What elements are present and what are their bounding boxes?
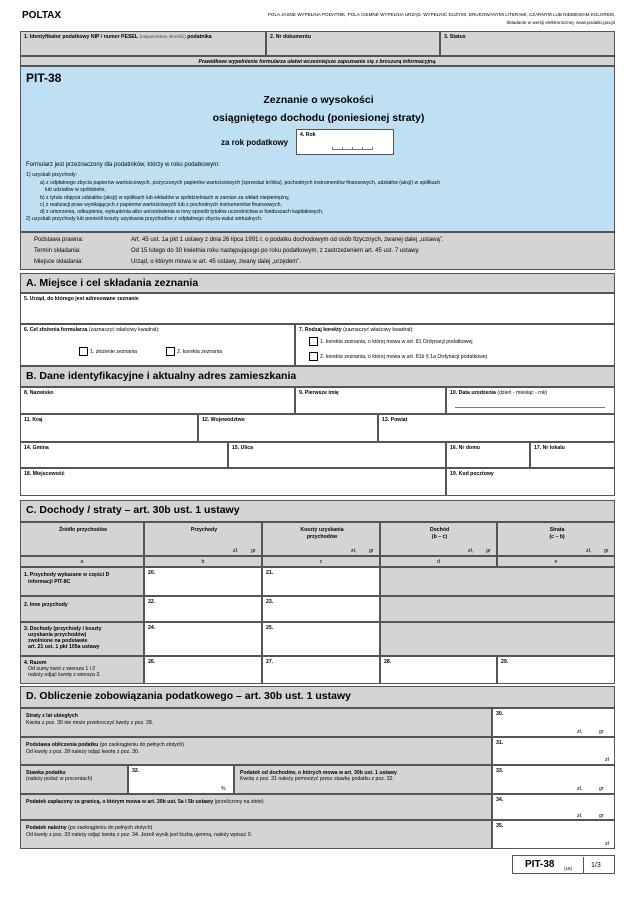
losses-label: Straty z lat ubiegłych bbox=[26, 713, 78, 719]
col-letter: d bbox=[380, 556, 497, 567]
brand-name: POLTAX bbox=[22, 10, 62, 21]
county-label: 13. Powiat bbox=[382, 417, 408, 423]
losses-note: Kwota z poz. 30 nie może przekroczyć kwoty z poz. 28. bbox=[26, 720, 154, 726]
basis-label: Podstawa prawna: bbox=[34, 237, 84, 243]
section-a-header: A. Miejsce i cel składania zeznania bbox=[20, 273, 615, 293]
status-field[interactable] bbox=[440, 31, 615, 56]
country-field[interactable] bbox=[20, 414, 198, 442]
col-source-label: Źródło przychodów bbox=[59, 527, 107, 533]
form-item-1b: b) z tytułu objęcia udziałów (akcji) w spółkach lub wkładów w spółdzielniach w zamian za wkład niepieniężny, bbox=[40, 195, 290, 201]
field-number: 35. bbox=[496, 823, 504, 829]
footer-form-code: PIT-38 bbox=[525, 859, 555, 870]
currency-zl: zł, bbox=[468, 548, 474, 554]
row-label bbox=[20, 596, 144, 622]
legal-info-box bbox=[20, 232, 615, 270]
field-number: 31. bbox=[496, 740, 504, 746]
amount-field-22[interactable] bbox=[144, 596, 262, 622]
first-name-field[interactable] bbox=[295, 387, 446, 414]
surname-field[interactable] bbox=[20, 387, 295, 414]
form-item-1c: c) z realizacji praw wynikających z papierów wartościowych lub z pochodnych instrumentów finansowych, bbox=[40, 202, 282, 208]
percent-sign: % bbox=[221, 786, 226, 792]
amount-field-20[interactable] bbox=[144, 567, 262, 596]
footer-divider bbox=[583, 857, 584, 874]
tax-office-label: 5. Urząd, do którego jest adresowane zeznanie bbox=[24, 296, 139, 302]
row-label bbox=[20, 708, 492, 737]
section-c-header: C. Dochody / straty – art. 30b ust. 1 ustawy bbox=[20, 500, 615, 522]
col-letter: a bbox=[20, 556, 144, 567]
tax-amount-note: Kwotę z poz. 31 należy pomnożyć przez stawkę podatku z poz. 32. bbox=[240, 776, 394, 782]
amount-field-34[interactable] bbox=[492, 794, 615, 820]
currency-gr: gr bbox=[599, 786, 604, 792]
document-number-field[interactable] bbox=[266, 31, 440, 56]
year-tick bbox=[342, 147, 343, 150]
correction-option-1-label: 1. korekta zeznania, o której mowa w art. 81 Ordynacji podatkowej bbox=[320, 338, 473, 345]
form-item-1d: d) z umorzenia, odkupienia, wykupienia albo unicestwienia w inny sposób tytułów uczestnictwa w funduszach kapitałowych, bbox=[40, 209, 324, 215]
purpose-label: 6. Cel złożenia formularza bbox=[24, 327, 88, 333]
year-prefix: za rok podatkowy bbox=[221, 138, 289, 147]
municipality-label: 14. Gmina bbox=[24, 445, 49, 451]
row-label bbox=[20, 765, 128, 794]
birth-date-field[interactable] bbox=[446, 387, 615, 414]
year-tick bbox=[372, 147, 373, 150]
correction-option-1[interactable] bbox=[309, 337, 473, 346]
col-letter: e bbox=[497, 556, 615, 567]
row4-label-1: 4. Razem bbox=[24, 660, 47, 666]
correction-label: 7. Rodzaj korekty bbox=[299, 327, 342, 333]
currency-gr: gr bbox=[599, 729, 604, 735]
street-field[interactable] bbox=[228, 442, 446, 468]
empty-shaded bbox=[380, 567, 615, 596]
field-number: 20. bbox=[148, 570, 156, 576]
tax-rate-note: (należy podać w procentach) bbox=[26, 776, 93, 782]
nip-field[interactable] bbox=[20, 31, 266, 56]
correction-option-2[interactable] bbox=[309, 352, 487, 361]
row-label bbox=[234, 765, 492, 794]
status-label: 3. Status bbox=[444, 34, 466, 40]
field-number: 30. bbox=[496, 711, 504, 717]
empty-shaded bbox=[380, 596, 615, 622]
checkbox[interactable] bbox=[309, 352, 318, 361]
currency-zl: zł, bbox=[577, 729, 583, 735]
apartment-number-field[interactable] bbox=[530, 442, 615, 468]
row-label bbox=[20, 567, 144, 596]
tax-base-instructions: Od kwoty z poz. 28 należy odjąć kwotę z poz. 30. bbox=[26, 749, 140, 755]
form-title-line2: osiągniętego dochodu (poniesionej straty) bbox=[212, 112, 425, 124]
amount-field-26[interactable] bbox=[144, 656, 262, 684]
form-item-1a-cont: lub udziałów w spółdzielni, bbox=[45, 187, 106, 193]
form-title-box bbox=[20, 66, 615, 232]
amount-field-35[interactable] bbox=[492, 820, 615, 849]
col-profit-header bbox=[380, 522, 497, 556]
tax-base-note: (po zaokrągleniu do pełnych złotych) bbox=[99, 742, 185, 748]
purpose-note: (zaznaczyć właściwy kwadrat): bbox=[88, 327, 160, 333]
footer-page-number: 1/3 bbox=[591, 862, 601, 869]
city-label: 18. Miejscowość bbox=[24, 471, 65, 477]
field-number: 26. bbox=[148, 659, 156, 665]
checkbox[interactable] bbox=[309, 337, 318, 346]
apartment-number-label: 17. Nr lokalu bbox=[534, 445, 565, 451]
tax-rate-field-32[interactable] bbox=[128, 765, 234, 794]
form-title-line1: Zeznanie o wysokości bbox=[263, 94, 374, 106]
amount-field-21[interactable] bbox=[262, 567, 380, 596]
amount-field-28[interactable] bbox=[380, 656, 497, 684]
field-number: 27. bbox=[266, 659, 274, 665]
footer-code-box bbox=[512, 855, 615, 874]
row1-label-2: informacji PIT-8C bbox=[28, 579, 71, 585]
amount-field-30[interactable] bbox=[492, 708, 615, 737]
postal-code-label: 19. Kod pocztowy bbox=[450, 471, 494, 477]
field-number: 21. bbox=[266, 570, 274, 576]
deadline-label: Termin składania: bbox=[34, 248, 81, 254]
currency-zl: zł, bbox=[577, 786, 583, 792]
form-item-1a: a) z odpłatnego zbycia papierów wartościowych, pożyczonych papierów wartościowych (sprzedaż krótka), pochodnych instrumentów finansowych, udziałów (akcji) w spółkach bbox=[40, 180, 441, 186]
nip-label: 1. Identyfikator podatkowy NIP / numer PESEL bbox=[24, 34, 139, 40]
checkbox[interactable] bbox=[79, 347, 88, 356]
birth-date-line bbox=[455, 407, 605, 408]
currency-gr: gr bbox=[486, 548, 491, 554]
currency-zl: zł bbox=[605, 757, 609, 763]
purpose-option-2[interactable] bbox=[166, 347, 222, 356]
col-loss-header bbox=[497, 522, 615, 556]
field-number: 25. bbox=[266, 625, 274, 631]
correction-note: (zaznaczyć właściwy kwadrat): bbox=[343, 327, 414, 333]
birth-date-note: (dzień - miesiąc - rok) bbox=[497, 390, 548, 396]
province-label: 12. Województwo bbox=[202, 417, 245, 423]
row3-label-2: uzyskania przychodów) bbox=[28, 632, 87, 638]
birth-date-label: 10. Data urodzenia bbox=[450, 390, 496, 396]
col-letter: c bbox=[262, 556, 380, 567]
year-field[interactable] bbox=[296, 129, 394, 155]
year-label: 4. Rok bbox=[300, 132, 316, 138]
row-label bbox=[20, 656, 144, 684]
first-name-label: 9. Pierwsze imię bbox=[299, 390, 339, 396]
form-item-2: 2) uzyskali przychody lub ponieśli koszty uzyskania przychodów z odpłatnego zbycia walut wirtualnych. bbox=[26, 216, 263, 222]
col-loss-label-2: (c – b) bbox=[549, 534, 565, 540]
tax-rate-label: Stawka podatku bbox=[26, 770, 66, 776]
amount-field-33[interactable] bbox=[492, 765, 615, 794]
basis-text: Art. 45 ust. 1a pkt 1 ustawy z dnia 26 lipca 1991 r. o podatku dochodowym od osób fizycznych, zwanej dalej „ustawą”. bbox=[131, 237, 444, 243]
row-label bbox=[20, 622, 144, 656]
row-label bbox=[20, 820, 492, 849]
row3-label-3: zwolnione na podstawie bbox=[28, 638, 88, 644]
footer-form-version: (18) bbox=[564, 866, 573, 871]
province-field[interactable] bbox=[198, 414, 378, 442]
street-label: 15. Ulica bbox=[232, 445, 254, 451]
tax-amount-label: Podatek od dochodów, o których mowa w art. 30b ust. 1 ustawy bbox=[240, 770, 397, 776]
place-text: Urząd, o którym mowa w art. 45 ustawy, zwany dalej „urzędem”. bbox=[131, 259, 301, 265]
doc-label: 2. Nr dokumentu bbox=[270, 34, 311, 40]
amount-field-24[interactable] bbox=[144, 622, 262, 656]
section-d-header: D. Obliczenie zobowiązania podatkowego – art. 30b ust. 1 ustawy bbox=[20, 686, 615, 708]
form-intro: Formularz jest przeznaczony dla podatników, którzy w roku podatkowym: bbox=[26, 162, 220, 168]
form-code: PIT-38 bbox=[26, 71, 62, 85]
country-label: 11. Kraj bbox=[24, 417, 43, 423]
field-number: 33. bbox=[496, 768, 504, 774]
county-field[interactable] bbox=[378, 414, 615, 442]
col-costs-label-2: przychodów bbox=[306, 534, 338, 540]
col-costs-header bbox=[262, 522, 380, 556]
currency-zl: zł, bbox=[233, 548, 239, 554]
col-source-header bbox=[20, 522, 144, 556]
col-profit-label-1: Dochód bbox=[429, 527, 450, 533]
year-tick bbox=[332, 147, 333, 150]
correction-option-2-label: 2. korekta zeznania, o której mowa w art. 81b § 1a Ordynacji podatkowej bbox=[320, 353, 487, 360]
tax-due-note: (po zaokrągleniu do pełnych złotych) bbox=[68, 825, 153, 831]
year-tick bbox=[352, 147, 353, 150]
foreign-tax-note: (przeliczony na złote) bbox=[214, 799, 264, 805]
col-costs-label-1: Koszty uzyskania bbox=[300, 527, 344, 533]
empty-shaded bbox=[380, 622, 615, 656]
col-income-header bbox=[144, 522, 262, 556]
currency-zl: zł bbox=[605, 841, 609, 847]
header-instructions: POLA JASNE WYPEŁNIA PODATNIK, POLA CIEMNE WYPEŁNIA URZĄD. WYPEŁNIĆ DUŻYMI, DRUKOWANYMI LITERAMI, CZARNYM LUB NIEBIESKIM KOLOREM. bbox=[267, 12, 615, 17]
section-b-header: B. Dane identyfikacyjne i aktualny adres zamieszkania bbox=[20, 366, 615, 387]
amount-field-23[interactable] bbox=[262, 596, 380, 622]
field-number: 32. bbox=[132, 768, 140, 774]
col-income-label: Przychody bbox=[190, 527, 218, 533]
row-label bbox=[20, 737, 492, 765]
currency-zl: zł, bbox=[577, 813, 583, 819]
currency-gr: gr bbox=[599, 813, 604, 819]
municipality-field[interactable] bbox=[20, 442, 228, 468]
field-number: 22. bbox=[148, 599, 156, 605]
place-label: Miejsce składania: bbox=[34, 259, 84, 265]
checkbox[interactable] bbox=[166, 347, 175, 356]
postal-code-field[interactable] bbox=[446, 468, 615, 496]
tax-base-label: Podstawa obliczenia podatku bbox=[26, 742, 99, 748]
row2-label: 2. Inne przychody bbox=[24, 602, 68, 608]
electronic-note: Składanie w wersji elektronicznej: www.podatki.gov.pl bbox=[506, 20, 615, 25]
currency-zl: zł, bbox=[586, 548, 592, 554]
tax-due-label: Podatek należny bbox=[26, 825, 67, 831]
amount-field-27[interactable] bbox=[262, 656, 380, 684]
field-number: 34. bbox=[496, 797, 504, 803]
row1-label-1: 1. Przychody wykazane w części D bbox=[24, 572, 110, 578]
nip-suffix: podatnika bbox=[187, 34, 212, 40]
currency-zl: zł, bbox=[351, 548, 357, 554]
field-number: 23. bbox=[266, 599, 274, 605]
row3-label-4: art. 21 ust. 1 pkt 105a ustawy bbox=[28, 644, 100, 650]
city-field[interactable] bbox=[20, 468, 446, 496]
col-loss-label-1: Strata bbox=[549, 527, 565, 533]
row-label bbox=[20, 794, 492, 820]
amount-field-25[interactable] bbox=[262, 622, 380, 656]
deadline-text: Od 15 lutego do 30 kwietnia roku następującego po roku podatkowym, z zastrzeżeniem art. 45 ust. 7 ustawy. bbox=[131, 248, 420, 254]
field-number: 29. bbox=[501, 659, 509, 665]
currency-gr: gr bbox=[251, 548, 256, 554]
house-number-field[interactable] bbox=[446, 442, 530, 468]
nip-note: (niepotrzebne skreślić) bbox=[139, 34, 186, 39]
row4-label-3: należy odjąć kwotę z wiersza 3. bbox=[28, 672, 101, 678]
col-letter: b bbox=[144, 556, 262, 567]
tax-office-field[interactable] bbox=[20, 293, 615, 324]
surname-label: 8. Nazwisko bbox=[24, 390, 54, 396]
purpose-field bbox=[20, 324, 295, 366]
tax-due-instructions: Od kwoty z poz. 33 należy odjąć kwotę z poz. 34. Jeżeli wynik jest liczbą ujemną, należy wpisać 0. bbox=[26, 832, 253, 838]
purpose-option-1-label: 1. złożenie zeznania bbox=[90, 348, 138, 355]
col-profit-label-2: (b – c) bbox=[431, 534, 448, 540]
house-number-label: 16. Nr domu bbox=[450, 445, 480, 451]
purpose-option-1[interactable] bbox=[79, 347, 137, 356]
amount-field-31[interactable] bbox=[492, 737, 615, 765]
amount-field-29[interactable] bbox=[497, 656, 615, 684]
currency-gr: gr bbox=[604, 548, 609, 554]
year-tick bbox=[362, 147, 363, 150]
purpose-option-2-label: 2. korekta zeznania bbox=[177, 348, 222, 355]
info-banner: Prawidłowe wypełnienie formularza ułatwi wcześniejsze zapoznanie się z broszurą informacyjną. bbox=[20, 56, 615, 66]
field-number: 24. bbox=[148, 625, 156, 631]
row4-label-2: Od sumy kwot z wiersza 1 i 2 bbox=[28, 666, 96, 672]
correction-type-field bbox=[295, 324, 615, 366]
form-item-1: 1) uzyskali przychody: bbox=[26, 172, 78, 178]
currency-gr: gr bbox=[369, 548, 374, 554]
foreign-tax-label: Podatek zapłacony za granicą, o którym mowa w art. 30b ust. 5a i 5b ustawy bbox=[26, 799, 214, 805]
row3-label-1: 3. Dochody (przychody i koszty bbox=[24, 626, 102, 632]
field-number: 28. bbox=[384, 659, 392, 665]
